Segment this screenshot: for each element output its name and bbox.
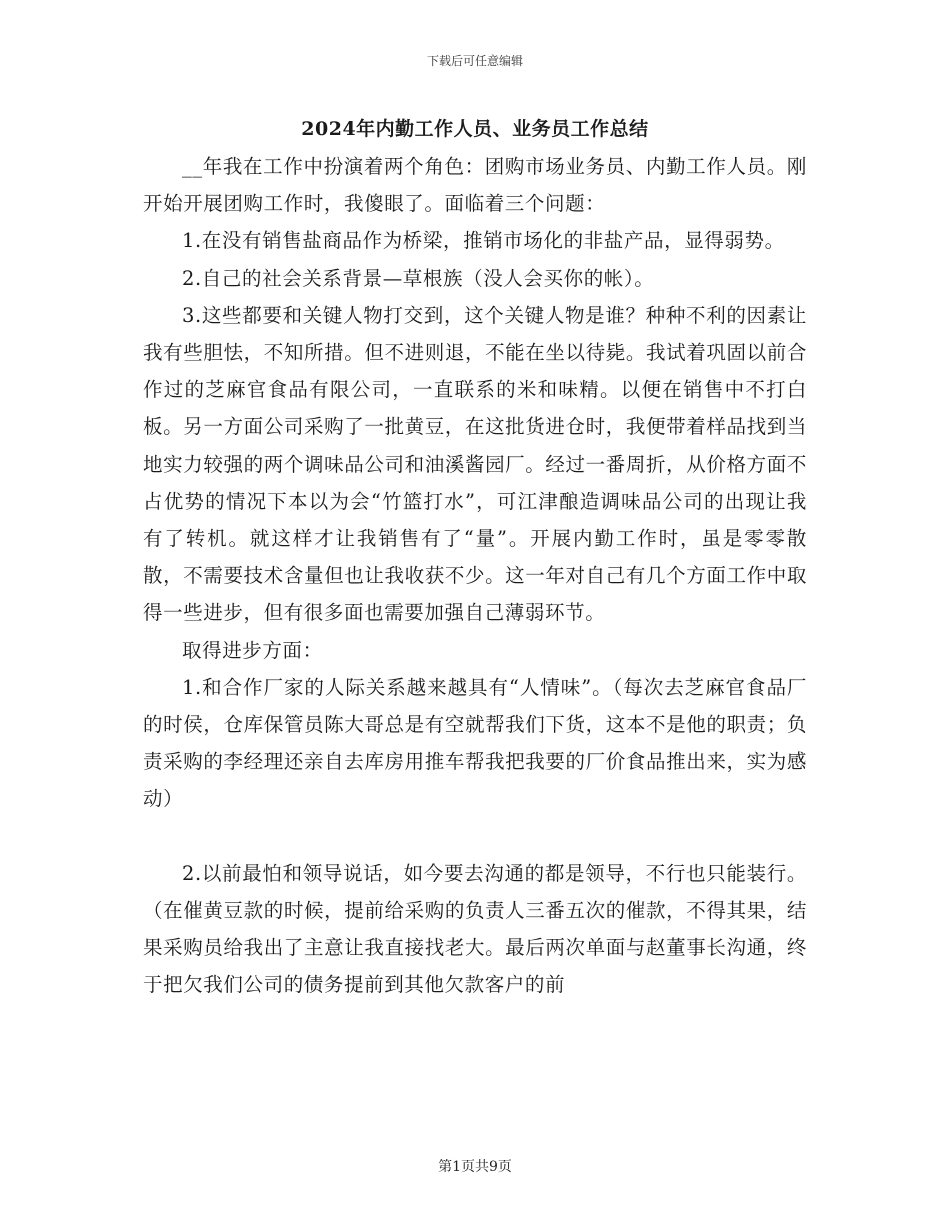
paragraph-problem-3: 3.这些都要和关键人物打交到，这个关键人物是谁？种种不利的因素让我有些胆怯，不知所措。但不进则退，不能在坐以待毙。我试着巩固以前合作过的芝麻官食品有限公司，一直联系的米和味精。以便在销售中不打白板。另一方面公司采购了一批黄豆，在这批货进仓时，我便带着样品找到当地实力较强的两个调味品公司和油溪酱园厂。经过一番周折，从价格方面不占优势的情况下本以为会“竹篮打水”，可江津酿造调味品公司的出现让我有了转机。就这样才让我销售有了“量”。开展内勤工作时，虽是零零散散，不需要技术含量但也让我收获不少。这一年对自己有几个方面工作中取得一些进步，但有很多面也需要加强自己薄弱环节。: [143, 303, 807, 625]
paragraph-progress-2: 2.以前最怕和领导说话，如今要去沟通的都是领导，不行也只能装行。（在催黄豆款的时候，提前给采购的负责人三番五次的催款，不得其果，结果采购员给我出了主意让我直接找老大。最后两次单面与赵董事长沟通，终于把欠我们公司的债务提前到其他欠款客户的前: [143, 861, 807, 997]
document-body: [143, 148, 807, 1003]
page-number: 第1页共9页: [438, 1159, 512, 1175]
header-note: 下载后可任意编辑: [426, 54, 523, 68]
paragraph-progress-1: 1.和合作厂家的人际关系越来越具有“人情味”。（每次去芝麻官食品厂的时侯，仓库保管员陈大哥总是有空就帮我们下货，这本不是他的职责；负责采购的李经理还亲自去库房用推车帮我把我要的厂价食品推出来，实为感动）: [143, 675, 807, 811]
document-title: 2024年内勤工作人员、业务员工作总结: [301, 118, 649, 140]
paragraph-progress-heading: 取得进步方面：: [182, 638, 323, 662]
paragraph-problem-1: 1.在没有销售盐商品作为桥梁，推销市场化的非盐产品，显得弱势。: [182, 229, 785, 253]
paragraph-intro: __年我在工作中扮演着两个角色：团购市场业务员、内勤工作人员。刚开始开展团购工作时，我傻眼了。面临着三个问题：: [143, 155, 807, 216]
paragraph-problem-2: 2.自己的社会关系背景—草根族（没人会买你的帐）。: [182, 266, 655, 290]
